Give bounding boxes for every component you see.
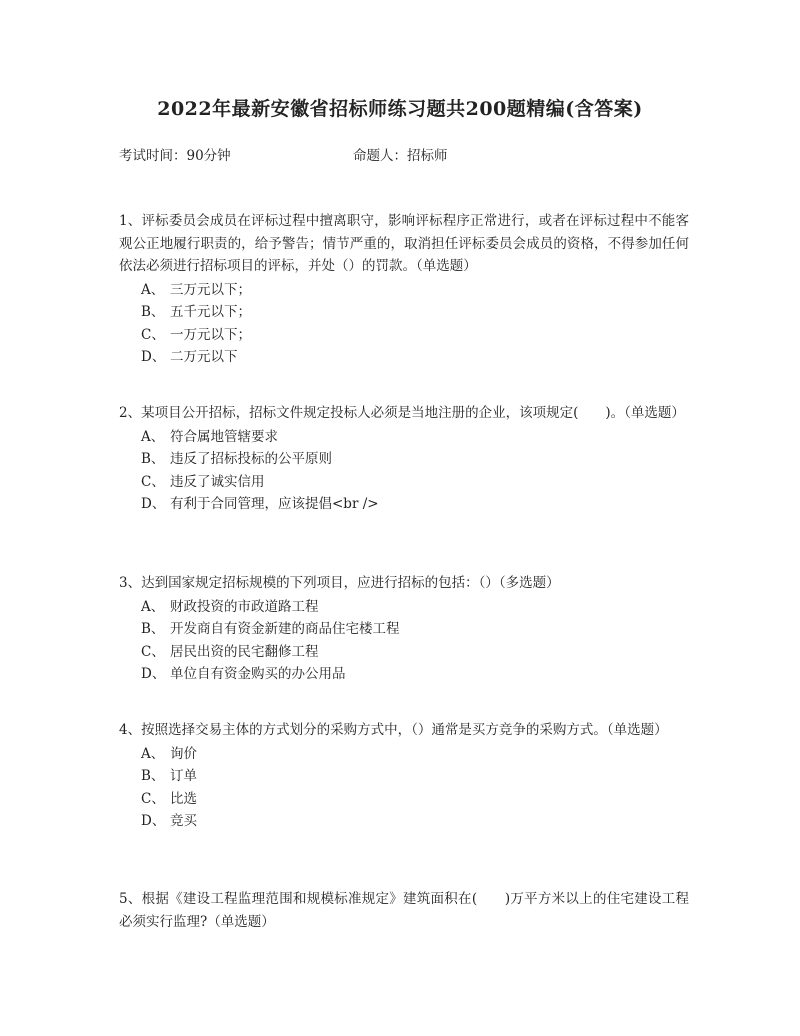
option-list bbox=[119, 426, 689, 516]
option-d bbox=[119, 346, 689, 369]
question-text: 1、评标委员会成员在评标过程中擅离职守，影响评标程序正常进行，或者在评标过程中不能客观公正地履行职责的，给予警告；情节严重的，取消担任评标委员会成员的资格，不得参加任何依法必须进行招标项目的评标，并处（）的罚款。（单选题） bbox=[119, 213, 689, 274]
question-text: 3、达到国家规定招标规模的下列项目，应进行招标的包括：（）（多选题） bbox=[119, 575, 560, 591]
question-3 bbox=[119, 572, 689, 686]
option-c bbox=[119, 471, 689, 494]
option-text: 一万元以下； bbox=[170, 326, 251, 343]
question-1 bbox=[119, 210, 689, 369]
option-list bbox=[119, 596, 689, 686]
option-letter: B、 bbox=[141, 451, 165, 467]
option-a bbox=[119, 596, 689, 619]
question-5 bbox=[119, 888, 689, 933]
option-letter: A、 bbox=[141, 281, 165, 298]
option-letter: A、 bbox=[141, 745, 165, 762]
question-text: 2、某项目公开招标，招标文件规定投标人必须是当地注册的企业，该项规定( )。（单选题） bbox=[119, 405, 685, 421]
option-text: 单位自有资金购买的办公用品 bbox=[170, 666, 346, 682]
option-c bbox=[119, 641, 689, 664]
option-text: 符合属地管辖要求 bbox=[170, 428, 278, 445]
option-a bbox=[119, 426, 689, 449]
option-text: 比选 bbox=[170, 790, 197, 807]
option-letter: B、 bbox=[141, 768, 165, 784]
option-b bbox=[119, 448, 689, 471]
option-letter: B、 bbox=[141, 304, 165, 320]
option-text: 违反了诚实信用 bbox=[170, 473, 265, 490]
option-letter: C、 bbox=[141, 473, 165, 490]
option-text: 竞买 bbox=[170, 813, 197, 829]
option-text: 三万元以下； bbox=[170, 281, 251, 298]
option-d bbox=[119, 663, 689, 686]
option-b bbox=[119, 765, 689, 788]
option-d bbox=[119, 493, 689, 516]
option-text: 二万元以下 bbox=[170, 349, 238, 365]
exam-author: 命题人：招标师 bbox=[353, 148, 448, 164]
option-text: 开发商自有资金新建的商品住宅楼工程 bbox=[170, 621, 400, 637]
option-letter: A、 bbox=[141, 598, 165, 615]
option-letter: D、 bbox=[141, 349, 166, 365]
option-letter: A、 bbox=[141, 428, 165, 445]
option-text: 有利于合同管理，应该提倡<br /> bbox=[170, 496, 379, 512]
option-letter: B、 bbox=[141, 621, 165, 637]
option-text: 订单 bbox=[170, 768, 197, 784]
option-c bbox=[119, 324, 689, 347]
option-b bbox=[119, 618, 689, 641]
option-letter: D、 bbox=[141, 496, 166, 512]
option-list bbox=[119, 743, 689, 833]
option-text: 询价 bbox=[170, 745, 197, 762]
question-2 bbox=[119, 402, 689, 516]
option-letter: C、 bbox=[141, 326, 165, 343]
option-a bbox=[119, 743, 689, 766]
document-title: 2022年最新安徽省招标师练习题共200题精编(含答案) bbox=[157, 98, 643, 120]
option-letter: D、 bbox=[141, 813, 166, 829]
question-4 bbox=[119, 719, 689, 833]
option-letter: C、 bbox=[141, 643, 165, 660]
option-d bbox=[119, 810, 689, 833]
option-text: 居民出资的民宅翻修工程 bbox=[170, 643, 319, 660]
question-text: 5、根据《建设工程监理范围和规模标准规定》建筑面积在( )万平方米以上的住宅建设工程必须实行监理?（单选题） bbox=[119, 891, 689, 930]
option-letter: D、 bbox=[141, 666, 166, 682]
option-text: 财政投资的市政道路工程 bbox=[170, 598, 319, 615]
option-text: 违反了招标投标的公平原则 bbox=[170, 451, 332, 467]
option-letter: C、 bbox=[141, 790, 165, 807]
question-text: 4、按照选择交易主体的方式划分的采购方式中，（）通常是买方竞争的采购方式。（单选题） bbox=[119, 722, 668, 738]
option-text: 五千元以下； bbox=[170, 304, 251, 320]
option-b bbox=[119, 301, 689, 324]
option-c bbox=[119, 788, 689, 811]
option-a bbox=[119, 279, 689, 302]
option-list bbox=[119, 279, 689, 369]
exam-time: 考试时间：90分钟 bbox=[119, 148, 231, 164]
